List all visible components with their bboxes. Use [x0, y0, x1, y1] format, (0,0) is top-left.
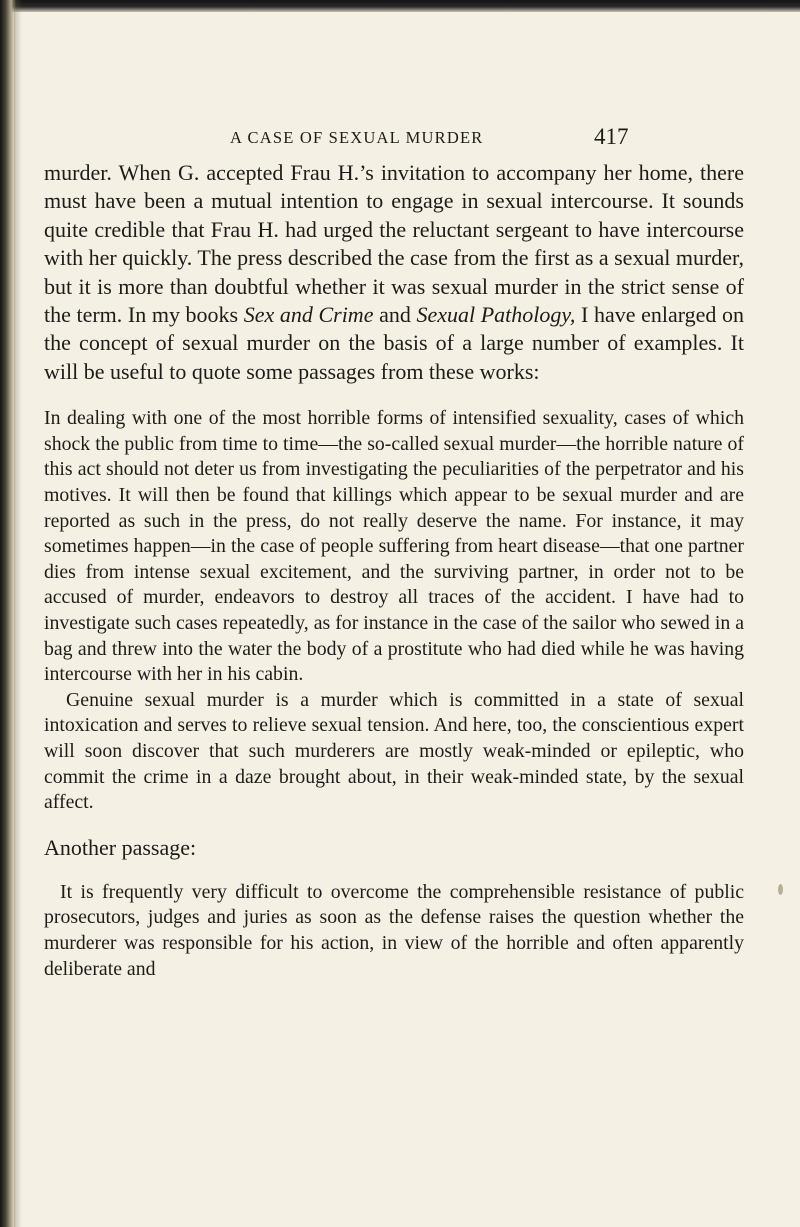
body-text-segment: murder. When G. accepted Frau H.’s invitation to accompany her home, there must have been a mutual intention to engage in sexual intercourse. It sounds quite credible that Frau H. had urged the reluctant sergeant to have intercourse with her quickly. The press described the case from the first as a sexual murder, but it is more than doubtful whether it was sexual murder in the strict sense of the term. In my books: [44, 160, 744, 328]
lead-in-text: Another passage:: [44, 834, 197, 860]
running-head-title: A CASE OF SEXUAL MURDER: [230, 128, 484, 147]
page-top-shadow: [0, 0, 800, 12]
block-quote-paragraph-2: Genuine sexual murder is a murder which is committed in a state of sexual intoxication and serves to relieve sexual tension. And here, too, the conscientious expert will soon discover that such murderers are mostly weak-minded or epileptic, who commit the crime in a daze brought about, in their weak-minded state, by the sexual affect.: [44, 688, 744, 814]
book-title-sexual-pathology: Sexual Pathology,: [416, 302, 576, 328]
body-paragraph: [44, 159, 744, 386]
body-text-segment: I have enlarged on the concept of sexual murder on the basis of a large number of examples. It will be useful to quote some passages from these works:: [44, 302, 745, 384]
body-text-segment: and: [373, 302, 417, 328]
block-quote-paragraph-1: In dealing with one of the most horrible forms of intensified sexuality, cases of which shock the public from time to time—the so-called sexual murder—the horrible nature of this act should not deter us from investigating the peculiarities of the perpetrator and his motives. It will then be found that killings which appear to be sexual murder and are reported as such in the press, do not really deserve the name. For instance, it may sometimes happen—in the case of people suffering from heart disease—that one partner dies from intense sexual excitement, and the surviving partner, in order not to be accused of murder, endeavors to destroy all traces of the accident. I have had to investigate such cases repeatedly, as for instance in the case of the sailor who sewed in a bag and threw into the water the body of a prostitute who had died while he was having intercourse with her in his cabin.: [44, 407, 744, 686]
book-gutter-edge: [14, 0, 22, 1227]
paper-speck: [778, 884, 783, 895]
book-page: [44, 126, 760, 982]
book-title-sex-and-crime: Sex and Crime: [243, 302, 374, 328]
block-quote-paragraph-3: It is frequently very difficult to overcome the comprehensible resistance of public prosecutors, judges and juries as soon as the defense raises the question whether the murderer was responsible for his action, in view of the horrible and often apparently deliberate and: [44, 880, 744, 980]
page-number: 417: [594, 124, 629, 149]
running-head: [44, 126, 760, 156]
